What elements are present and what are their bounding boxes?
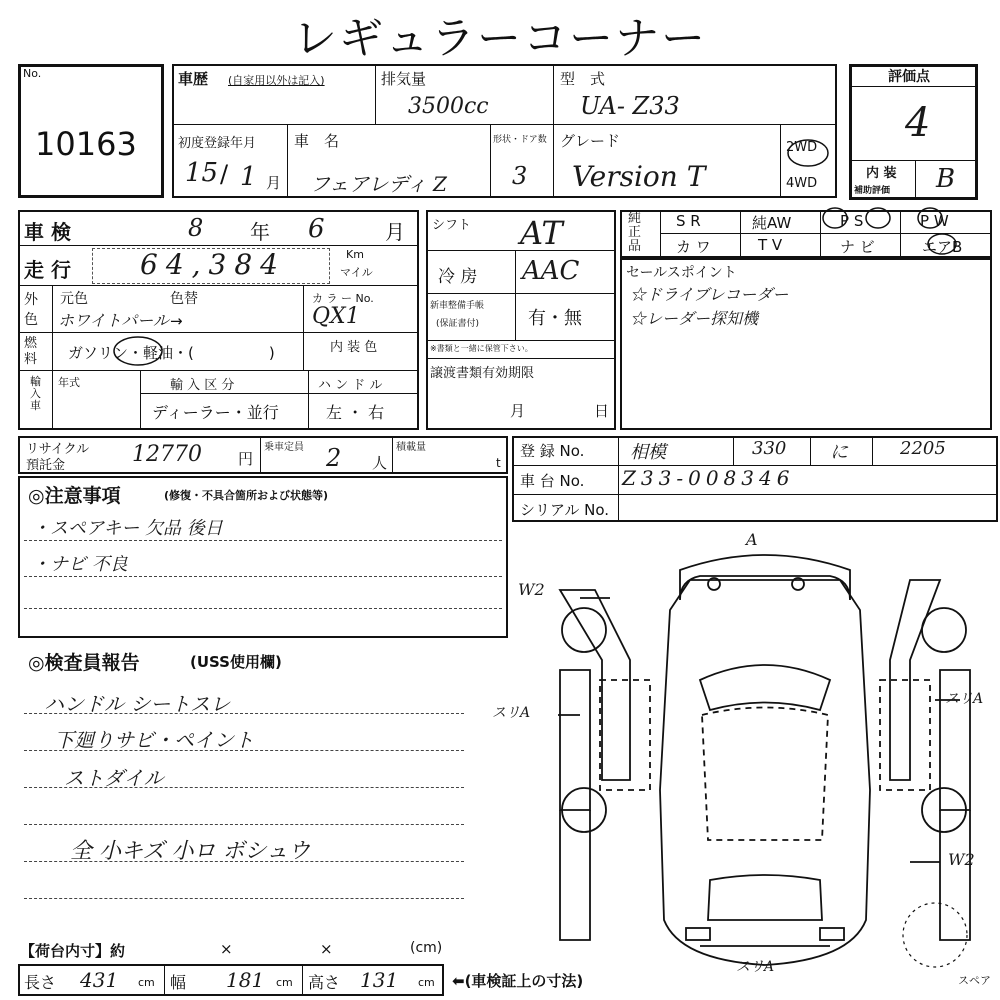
equip-airbag: エアB (922, 238, 963, 256)
capacity-value: 2 (326, 444, 342, 472)
registration-label: 登 録 No. (520, 442, 585, 460)
first-reg-month-unit: 月 (266, 174, 282, 192)
fuel-circle-mark (112, 334, 164, 368)
sales-point-2: ☆レーダー探知機 (630, 309, 759, 328)
page-title: レギュラーコーナー (293, 13, 707, 64)
shaken-month: 6 (308, 214, 325, 244)
capacity-unit: 人 (372, 454, 388, 472)
mark-left-side: スリA (492, 705, 531, 721)
inspector-line-2: 下廻りサビ・ペイント (54, 728, 254, 752)
car-damage-diagram (550, 540, 980, 990)
grade-label: グレード (560, 132, 621, 150)
cargo-heading: 【荷台内寸】約 (20, 942, 126, 960)
interior-sub: 補助評価 (854, 186, 891, 196)
interior-color-label: 内 装 色 (330, 340, 378, 355)
first-reg-month: 1 (240, 162, 257, 192)
doc-valid-month: 月 (510, 402, 526, 420)
notes-heading: ◎注意事項 (28, 485, 121, 507)
fuel-side: 燃料 (24, 336, 38, 367)
registration-area: 相模 (630, 442, 666, 463)
history-label: 車歴 (178, 70, 209, 88)
color-change-label: 色替 (170, 291, 198, 307)
recycle-box (18, 436, 508, 474)
dim-height-label: 高さ (308, 973, 341, 992)
equip-aw: 純AW (752, 214, 792, 232)
registration-class: 330 (752, 438, 787, 459)
dim-width: 181 (226, 968, 265, 992)
capacity-label: 乗車定員 (264, 442, 304, 453)
cargo-unit: (cm) (410, 940, 443, 956)
manual-value: 有・無 (528, 308, 582, 329)
load-label: 積載量 (396, 442, 426, 453)
sales-point-1: ☆ドライブレコーダー (630, 285, 789, 304)
equip-genuine: 純正品 (628, 211, 642, 254)
number-label: No. (23, 67, 42, 80)
ac-label: 冷 房 (438, 267, 478, 287)
equip-sr: S R (676, 212, 701, 230)
manual-label-1: 新車整備手帳 (430, 301, 485, 311)
interior-score: B (936, 164, 956, 194)
manual-note: ※書類と一緒に保管下さい。 (430, 344, 533, 353)
color-original-label: 元色 (60, 291, 88, 307)
equip-circle-marks (820, 204, 990, 262)
car-name-label: 車 名 (294, 132, 340, 150)
color-code: QX1 (312, 304, 360, 329)
number-value: 10163 (35, 125, 137, 163)
mileage-unit-km: Km (346, 248, 364, 261)
import-kind-value: ディーラー・並行 (152, 403, 279, 422)
mark-right-rear: W2 (948, 850, 975, 869)
notes-sub: (修復・不具合箇所および状態等) (164, 489, 329, 502)
notes-line-2: ・ナビ 不良 (32, 554, 128, 575)
recycle-unit: 円 (238, 450, 254, 468)
drive-4wd: 4WD (786, 176, 818, 191)
import-year-label: 年式 (58, 376, 80, 389)
cargo-x1: × (220, 940, 233, 958)
registration-number: 2205 (900, 438, 946, 459)
manual-label-2: (保証書付) (436, 319, 480, 329)
import-kind-label: 輸 入 区 分 (170, 378, 235, 393)
mileage-value: 64,384 (140, 248, 286, 281)
chassis-label: 車 台 No. (520, 472, 585, 490)
ac-value: AAC (522, 256, 580, 286)
rating-score: 4 (905, 100, 931, 146)
dim-length-label: 長さ (24, 973, 57, 992)
registration-kana: に (830, 442, 848, 463)
doc-valid-day: 日 (594, 402, 610, 420)
equip-ps: P S (840, 212, 864, 230)
rating-label: 評価点 (888, 69, 930, 85)
drive-2wd: 2WD (786, 140, 818, 155)
doors-label: 形状・ドア数 (493, 135, 547, 145)
recycle-label-1: リサイクル (26, 442, 90, 457)
mark-left-front: W2 (518, 580, 545, 599)
interior-label: 内 装 (866, 166, 897, 181)
color-original-value: ホワイトパール (58, 311, 169, 330)
inspector-line-5: 全 小キズ 小ロ ボシュウ (70, 839, 311, 864)
drive-circle-mark (784, 133, 832, 175)
car-name-value: フェアレディ Z (310, 172, 447, 196)
shaken-year-unit: 年 (250, 220, 270, 244)
color-side: 外色 (24, 292, 38, 328)
equip-pw: P W (920, 212, 949, 230)
mark-right-side: スリA (945, 691, 984, 707)
recycle-label-2: 預託金 (26, 458, 66, 473)
dim-note: ⬅(車検証上の寸法) (452, 972, 584, 990)
shift-value: AT (520, 214, 563, 252)
dim-length: 431 (80, 968, 119, 992)
equip-navi: ナ ビ (840, 238, 875, 256)
doc-valid-label: 譲渡書類有効期限 (430, 366, 535, 381)
shaken-month-unit: 月 (385, 220, 405, 244)
inspector-line-1: ハンドル シートスレ (44, 692, 231, 716)
import-side: 輸入車 (30, 375, 41, 412)
inspector-heading: ◎検査員報告 (28, 652, 140, 674)
dim-height-unit: cm (418, 976, 435, 989)
equip-tv: T V (758, 236, 783, 254)
serial-label: シリアル No. (520, 501, 610, 519)
displacement-value: 3500cc (408, 94, 489, 119)
dim-height: 131 (360, 968, 399, 992)
shift-label: シフト (432, 218, 472, 233)
doors-value: 3 (512, 162, 528, 190)
spare-label: スペア (958, 974, 991, 987)
first-reg-year: 15 (185, 158, 219, 188)
dim-width-unit: cm (276, 976, 293, 989)
handle-value: 左 ・ 右 (326, 403, 385, 422)
dim-width-label: 幅 (170, 973, 187, 992)
fuel-options: ガソリン・軽油・( ) (68, 344, 275, 362)
mileage-unit-mile: マイル (340, 266, 373, 279)
sales-points-label: セールスポイント (626, 265, 737, 281)
dim-length-unit: cm (138, 976, 155, 989)
history-note: (自家用以外は記入) (228, 74, 325, 87)
chassis-value: Z33-008346 (622, 466, 795, 490)
grade-value: Version T (572, 160, 706, 193)
inspector-line-3: ストダイル (64, 766, 164, 790)
inspector-sub: (USS使用欄) (190, 653, 282, 671)
equip-leather: カ ワ (676, 238, 711, 256)
first-reg-label: 初度登録年月 (178, 136, 257, 151)
shaken-year: 8 (188, 214, 204, 242)
model-label: 型 式 (560, 70, 606, 88)
cargo-x2: × (320, 940, 333, 958)
color-code-label: カ ラ ー No. (312, 292, 374, 305)
recycle-value: 12770 (132, 442, 202, 467)
mark-rear: スリA (736, 959, 775, 975)
displacement-label: 排気量 (381, 70, 427, 88)
handle-label: ハ ン ド ル (318, 378, 383, 393)
number-box (18, 64, 164, 198)
model-value: UA- Z33 (580, 92, 680, 120)
color-arrow: → (170, 312, 183, 330)
load-unit: t (496, 456, 501, 470)
shaken-label: 車 検 (24, 220, 71, 244)
mark-front: A (746, 530, 758, 549)
mileage-label: 走 行 (24, 258, 71, 282)
notes-line-1: ・スペアキー 欠品 後日 (32, 518, 223, 539)
